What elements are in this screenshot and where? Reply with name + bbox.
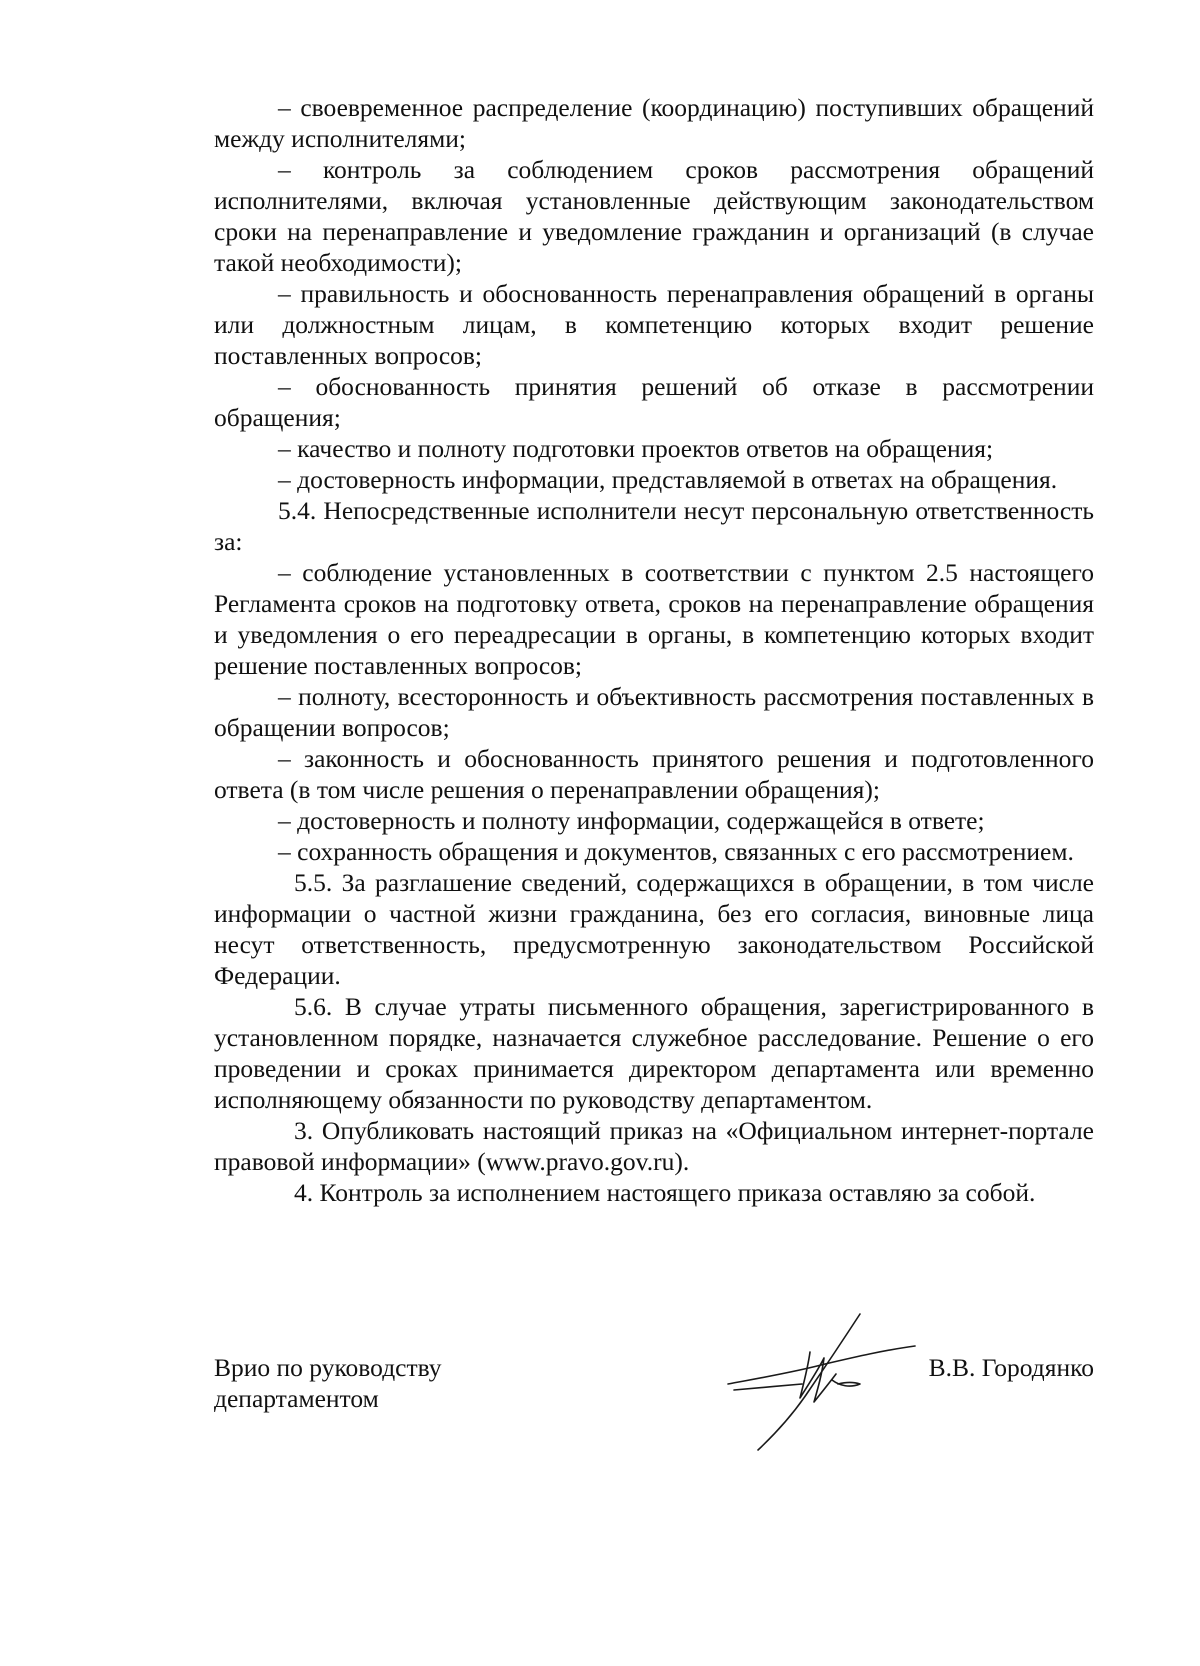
paragraph-legality: – законность и обоснованность принятого решения и подготовленного ответа (в том числе решения о перенаправлении обращения); xyxy=(214,744,1094,804)
paragraph-item-4: 4. Контроль за исполнением настоящего приказа оставляю за собой. xyxy=(294,1178,1036,1207)
paragraph-answer-quality: – качество и полноту подготовки проектов ответов на обращения; xyxy=(278,434,994,463)
signatory-position-line-2: департаментом xyxy=(214,1384,379,1413)
paragraph-refusal-grounds: – обоснованность принятия решений об отказе в рассмотрении обращения; xyxy=(214,372,1094,432)
document-body xyxy=(214,92,1094,1208)
handwritten-signature xyxy=(720,1312,930,1452)
signatory-position xyxy=(214,1352,514,1414)
paragraph-safekeeping: – сохранность обращения и документов, связанных с его рассмотрением. xyxy=(278,837,1074,866)
paragraph-information-reliability: – достоверность и полноту информации, содержащейся в ответе; xyxy=(278,806,985,835)
paragraph-answer-reliability: – достоверность информации, представляемой в ответах на обращения. xyxy=(278,465,1058,494)
paragraph-5-5: 5.5. За разглашение сведений, содержащихся в обращении, в том числе информации о частной жизни гражданина, без его согласия, виновные лица несут ответственность, предусмотренную законодательством Российской Федерации. xyxy=(214,868,1094,990)
paragraph-timely-distribution: – своевременное распределение (координацию) поступивших обращений между исполнителями; xyxy=(214,93,1094,153)
paragraph-deadline-control: – контроль за соблюдением сроков рассмотрения обращений исполнителями, включая установленные действующим законодательством сроки на перенаправление и уведомление гражданин и организаций (в случае такой необходимости); xyxy=(214,155,1094,277)
paragraph-5-6: 5.6. В случае утраты письменного обращения, зарегистрированного в установленном порядке, назначается служебное расследование. Решение о его проведении и сроках принимается директором департамента или временно исполняющему обязанности по руководству департаментом. xyxy=(214,992,1094,1114)
paragraph-redirect-correctness: – правильность и обоснованность перенаправления обращений в органы или должностным лицам, в компетенцию которых входит решение поставленных вопросов; xyxy=(214,279,1094,370)
paragraph-item-3: 3. Опубликовать настоящий приказ на «Официальном интернет-портале правовой информации» (www.pravo.gov.ru). xyxy=(214,1116,1094,1176)
paragraph-5-4: 5.4. Непосредственные исполнители несут персональную ответственность за: xyxy=(214,496,1094,556)
paragraph-completeness: – полноту, всесторонность и объективность рассмотрения поставленных в обращении вопросов; xyxy=(214,682,1094,742)
signatory-name: В.В. Городянко xyxy=(928,1353,1094,1382)
paragraph-deadline-compliance: – соблюдение установленных в соответствии с пунктом 2.5 настоящего Регламента сроков на подготовку ответа, сроков на перенаправление обращения и уведомления о его переадресации в органы, в компетенцию которых входит решение поставленных вопросов; xyxy=(214,558,1094,680)
signatory-position-line-1: Врио по руководству xyxy=(214,1353,442,1382)
signature-block xyxy=(214,1352,1094,1482)
